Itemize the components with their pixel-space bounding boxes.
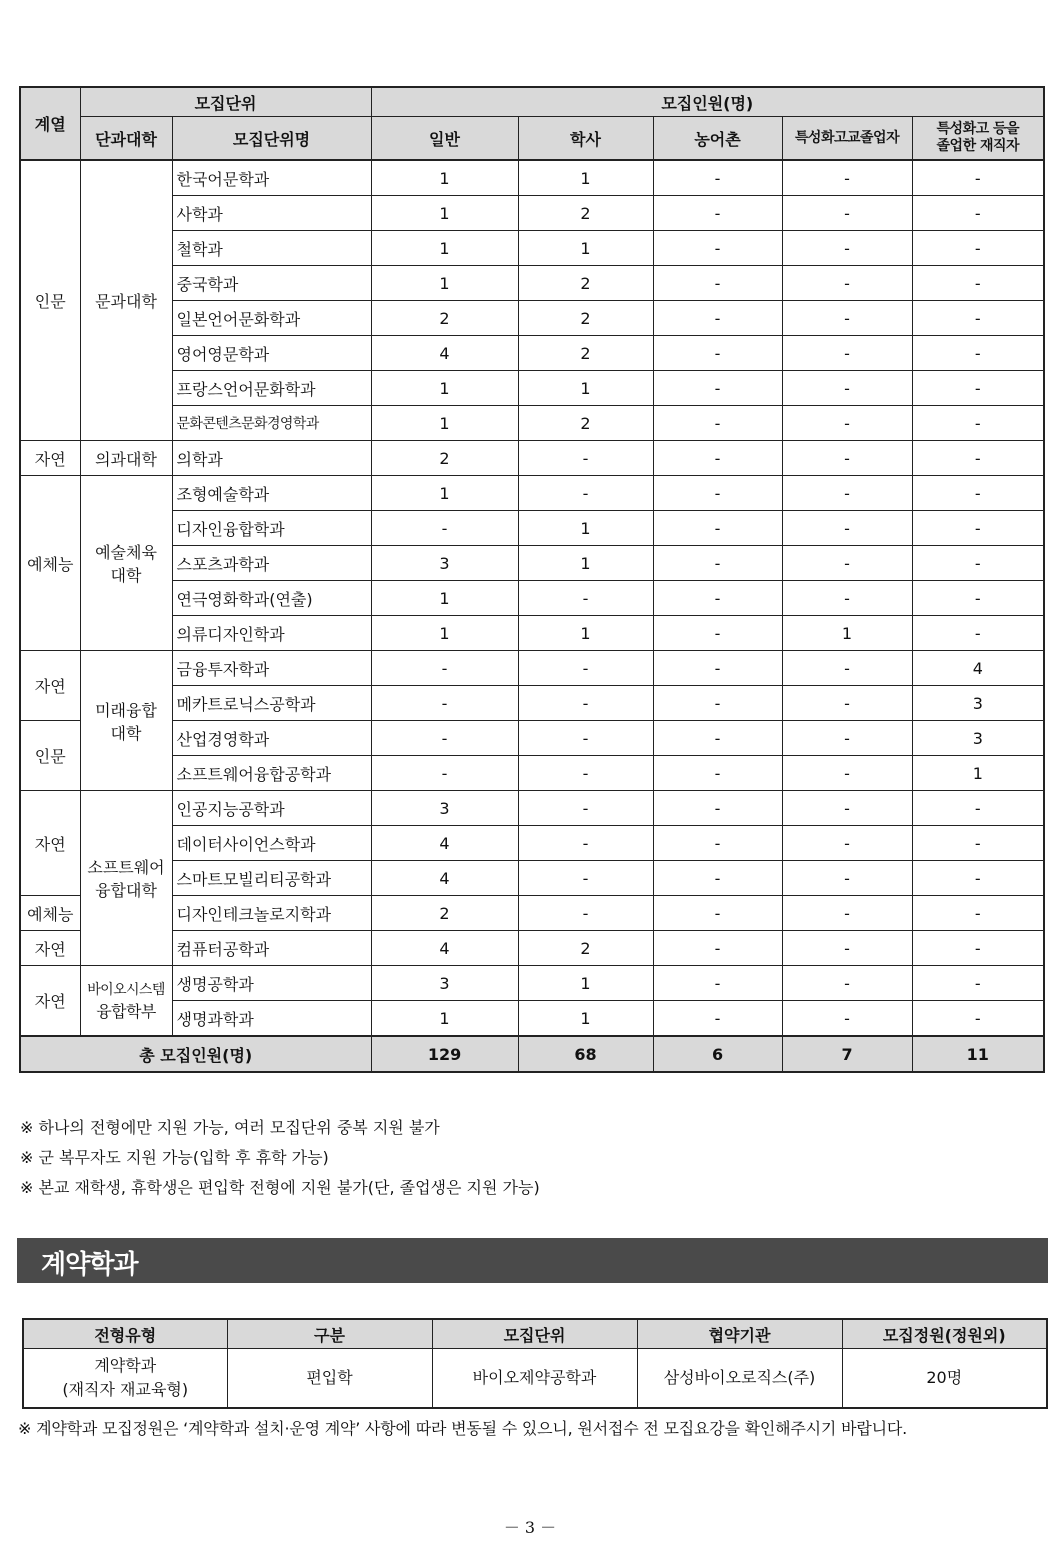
dept-cell: 데이터사이언스학과 <box>172 826 371 861</box>
category-cell: 인문 <box>20 721 80 791</box>
specialized-cell: - <box>782 476 912 511</box>
workers-cell: - <box>912 266 1044 301</box>
dept-cell: 의류디자인학과 <box>172 616 371 651</box>
general-cell: 3 <box>371 546 518 581</box>
general-cell: 2 <box>371 301 518 336</box>
bachelor-cell: 2 <box>518 196 653 231</box>
table-row <box>20 721 1044 756</box>
rural-cell: - <box>653 1001 782 1037</box>
rural-cell: - <box>653 301 782 336</box>
workers-cell: - <box>912 896 1044 931</box>
table-row <box>20 896 1044 931</box>
general-cell: 4 <box>371 826 518 861</box>
table-row <box>20 686 1044 721</box>
contract-header-unit: 모집단위 <box>432 1319 637 1349</box>
bachelor-cell: 1 <box>518 160 653 196</box>
rural-cell: - <box>653 371 782 406</box>
category-cell: 자연 <box>20 791 80 896</box>
bachelor-cell: - <box>518 721 653 756</box>
header-dept-name: 모집단위명 <box>172 117 371 161</box>
dept-cell: 연극영화학과(연출) <box>172 581 371 616</box>
page-number: － 3 － <box>503 1518 557 1537</box>
general-cell: 2 <box>371 441 518 476</box>
general-cell: 4 <box>371 931 518 966</box>
header-rural: 농어촌 <box>653 117 782 161</box>
general-cell: - <box>371 756 518 791</box>
table-row <box>20 651 1044 686</box>
workers-cell: - <box>912 511 1044 546</box>
workers-cell: - <box>912 476 1044 511</box>
bachelor-cell: 1 <box>518 371 653 406</box>
specialized-cell: - <box>782 721 912 756</box>
rural-cell: - <box>653 511 782 546</box>
contract-header-quota: 모집정원(정원외) <box>842 1319 1047 1349</box>
bachelor-cell: 2 <box>518 301 653 336</box>
total-specialized: 7 <box>782 1036 912 1072</box>
header-college: 단과대학 <box>80 117 172 161</box>
general-cell: 3 <box>371 966 518 1001</box>
header-quota-group: 모집인원(명) <box>371 87 1044 117</box>
dept-cell: 프랑스언어문화학과 <box>172 371 371 406</box>
bachelor-cell: - <box>518 826 653 861</box>
workers-cell: - <box>912 1001 1044 1037</box>
specialized-cell: - <box>782 756 912 791</box>
workers-cell: - <box>912 581 1044 616</box>
workers-cell: - <box>912 371 1044 406</box>
rural-cell: - <box>653 231 782 266</box>
general-cell: 1 <box>371 371 518 406</box>
bachelor-cell: 1 <box>518 511 653 546</box>
workers-cell: - <box>912 196 1044 231</box>
table-row <box>20 406 1044 441</box>
rural-cell: - <box>653 826 782 861</box>
header-specialized-workers-line1: 특성화고 등을 <box>936 121 1020 137</box>
table-row <box>23 1349 1047 1409</box>
college-cell <box>80 476 172 651</box>
dept-cell: 인공지능공학과 <box>172 791 371 826</box>
general-cell: 1 <box>371 476 518 511</box>
bachelor-cell: 1 <box>518 966 653 1001</box>
dept-cell: 스포츠과학과 <box>172 546 371 581</box>
general-cell: 3 <box>371 791 518 826</box>
specialized-cell: - <box>782 336 912 371</box>
specialized-cell: - <box>782 160 912 196</box>
dept-cell: 컴퓨터공학과 <box>172 931 371 966</box>
dept-cell: 문화콘텐츠문화경영학과 <box>172 406 371 441</box>
specialized-cell: - <box>782 441 912 476</box>
rural-cell: - <box>653 616 782 651</box>
workers-cell: - <box>912 931 1044 966</box>
dept-cell: 메카트로닉스공학과 <box>172 686 371 721</box>
college-cell: 의과대학 <box>80 441 172 476</box>
contract-unit-cell: 바이오제약공학과 <box>432 1349 637 1409</box>
general-cell: 1 <box>371 616 518 651</box>
table-row <box>20 616 1044 651</box>
bachelor-cell: - <box>518 581 653 616</box>
specialized-cell: - <box>782 371 912 406</box>
contract-note: ※ 계약학과 모집정원은 ‘계약학과 설치·운영 계약’ 사항에 따라 변동될 수 있으니, 원서접수 전 모집요강을 확인해주시기 바랍니다. <box>18 1419 907 1438</box>
dept-cell: 디자인융합학과 <box>172 511 371 546</box>
bachelor-cell: 2 <box>518 336 653 371</box>
note-item: ※ 군 복무자도 지원 가능(입학 후 휴학 가능) <box>20 1148 329 1167</box>
bachelor-cell: 1 <box>518 546 653 581</box>
workers-cell: - <box>912 546 1044 581</box>
specialized-cell: 1 <box>782 616 912 651</box>
header-specialized-workers-line2: 졸업한 재직자 <box>936 138 1020 154</box>
general-cell: 1 <box>371 1001 518 1037</box>
bachelor-cell: - <box>518 441 653 476</box>
specialized-cell: - <box>782 651 912 686</box>
rural-cell: - <box>653 476 782 511</box>
table-row <box>20 336 1044 371</box>
bachelor-cell: 1 <box>518 231 653 266</box>
header-specialized-workers <box>912 117 1044 161</box>
category-cell: 인문 <box>20 160 80 441</box>
college-line1: 예술체육 <box>95 543 157 562</box>
workers-cell: - <box>912 301 1044 336</box>
dept-cell: 소프트웨어융합공학과 <box>172 756 371 791</box>
total-rural: 6 <box>653 1036 782 1072</box>
general-cell: 1 <box>371 160 518 196</box>
bachelor-cell: - <box>518 756 653 791</box>
table-row <box>20 826 1044 861</box>
bachelor-cell: 1 <box>518 616 653 651</box>
section-title: 계약학과 <box>41 1250 138 1280</box>
general-cell: 2 <box>371 896 518 931</box>
rural-cell: - <box>653 721 782 756</box>
workers-cell: - <box>912 826 1044 861</box>
table-row <box>20 476 1044 511</box>
general-cell: - <box>371 511 518 546</box>
dept-cell: 금융투자학과 <box>172 651 371 686</box>
contract-type-line2: (재직자 재교육형) <box>62 1380 189 1399</box>
table-row <box>20 546 1044 581</box>
general-cell: 1 <box>371 196 518 231</box>
specialized-cell: - <box>782 686 912 721</box>
total-label: 총 모집인원(명) <box>20 1036 371 1072</box>
dept-cell: 한국어문학과 <box>172 160 371 196</box>
college-line2: 대학 <box>110 566 142 585</box>
bachelor-cell: - <box>518 896 653 931</box>
college-line1: 미래융합 <box>95 700 157 720</box>
table-row <box>20 511 1044 546</box>
header-category: 계열 <box>20 87 80 160</box>
total-general: 129 <box>371 1036 518 1072</box>
workers-cell: - <box>912 231 1044 266</box>
specialized-cell: - <box>782 826 912 861</box>
bachelor-cell: 2 <box>518 266 653 301</box>
specialized-cell: - <box>782 511 912 546</box>
contract-quota-cell: 20명 <box>842 1349 1047 1409</box>
rural-cell: - <box>653 266 782 301</box>
bachelor-cell: - <box>518 651 653 686</box>
rural-cell: - <box>653 686 782 721</box>
college-cell: 문과대학 <box>80 160 172 441</box>
bachelor-cell: 1 <box>518 1001 653 1037</box>
dept-cell: 일본언어문화학과 <box>172 301 371 336</box>
table-row <box>20 441 1044 476</box>
table-row <box>20 966 1044 1001</box>
table-row <box>20 371 1044 406</box>
workers-cell: 3 <box>912 686 1044 721</box>
total-row <box>20 1036 1044 1072</box>
general-cell: 4 <box>371 861 518 896</box>
rural-cell: - <box>653 756 782 791</box>
general-cell: 4 <box>371 336 518 371</box>
college-line2: 융합대학 <box>95 881 157 900</box>
table-row <box>20 861 1044 896</box>
specialized-cell: - <box>782 1001 912 1037</box>
college-line1: 소프트웨어 <box>87 858 165 877</box>
workers-cell: - <box>912 791 1044 826</box>
college-cell <box>80 651 172 791</box>
dept-cell: 스마트모빌리티공학과 <box>172 861 371 896</box>
general-cell: - <box>371 651 518 686</box>
table-row <box>20 196 1044 231</box>
contract-partner-cell: 삼성바이오로직스(주) <box>637 1349 842 1409</box>
specialized-cell: - <box>782 406 912 441</box>
general-cell: - <box>371 686 518 721</box>
bachelor-cell: 2 <box>518 406 653 441</box>
total-workers: 11 <box>912 1036 1044 1072</box>
specialized-cell: - <box>782 931 912 966</box>
college-cell <box>80 791 172 966</box>
general-cell: 1 <box>371 231 518 266</box>
rural-cell: - <box>653 861 782 896</box>
contract-header-partner: 협약기관 <box>637 1319 842 1349</box>
college-line2: 대학 <box>110 723 142 743</box>
category-cell: 자연 <box>20 931 80 966</box>
notes-list <box>20 1113 540 1203</box>
dept-cell: 중국학과 <box>172 266 371 301</box>
recruitment-quota-table <box>19 86 1045 1073</box>
specialized-cell: - <box>782 231 912 266</box>
section-header <box>17 1238 1048 1283</box>
rural-cell: - <box>653 336 782 371</box>
table-row <box>20 756 1044 791</box>
workers-cell: 1 <box>912 756 1044 791</box>
note-item: ※ 본교 재학생, 휴학생은 편입학 전형에 지원 불가(단, 졸업생은 지원 가능) <box>20 1178 540 1197</box>
dept-cell: 사학과 <box>172 196 371 231</box>
note-item: ※ 하나의 전형에만 지원 가능, 여러 모집단위 중복 지원 불가 <box>20 1118 440 1137</box>
workers-cell: - <box>912 406 1044 441</box>
dept-cell: 디자인테크놀로지학과 <box>172 896 371 931</box>
table-row <box>20 301 1044 336</box>
bachelor-cell: - <box>518 686 653 721</box>
specialized-cell: - <box>782 546 912 581</box>
rural-cell: - <box>653 896 782 931</box>
dept-cell: 영어영문학과 <box>172 336 371 371</box>
category-cell: 예체능 <box>20 896 80 931</box>
specialized-cell: - <box>782 301 912 336</box>
table-row <box>20 1001 1044 1037</box>
table-row <box>20 160 1044 196</box>
workers-cell: - <box>912 441 1044 476</box>
specialized-cell: - <box>782 896 912 931</box>
contract-type-line1: 계약학과 <box>94 1356 157 1375</box>
specialized-cell: - <box>782 581 912 616</box>
general-cell: 1 <box>371 581 518 616</box>
dept-cell: 산업경영학과 <box>172 721 371 756</box>
rural-cell: - <box>653 196 782 231</box>
workers-cell: - <box>912 336 1044 371</box>
header-specialized: 특성화고교졸업자 <box>782 117 912 161</box>
college-cell <box>80 966 172 1037</box>
rural-cell: - <box>653 546 782 581</box>
workers-cell: - <box>912 616 1044 651</box>
bachelor-cell: - <box>518 791 653 826</box>
rural-cell: - <box>653 966 782 1001</box>
category-cell: 자연 <box>20 966 80 1037</box>
contract-header-division: 구분 <box>227 1319 432 1349</box>
category-cell: 자연 <box>20 441 80 476</box>
category-cell: 자연 <box>20 651 80 721</box>
general-cell: - <box>371 721 518 756</box>
rural-cell: - <box>653 406 782 441</box>
rural-cell: - <box>653 441 782 476</box>
dept-cell: 생명과학과 <box>172 1001 371 1037</box>
general-cell: 1 <box>371 266 518 301</box>
workers-cell: - <box>912 966 1044 1001</box>
contract-division-cell: 편입학 <box>227 1349 432 1409</box>
table-row <box>20 791 1044 826</box>
specialized-cell: - <box>782 966 912 1001</box>
college-line1: 바이오시스템 <box>87 982 165 998</box>
rural-cell: - <box>653 931 782 966</box>
rural-cell: - <box>653 651 782 686</box>
specialized-cell: - <box>782 266 912 301</box>
contract-program-table <box>22 1318 1048 1409</box>
workers-cell: 3 <box>912 721 1044 756</box>
bachelor-cell: - <box>518 861 653 896</box>
dept-cell: 생명공학과 <box>172 966 371 1001</box>
rural-cell: - <box>653 581 782 616</box>
total-bachelor: 68 <box>518 1036 653 1072</box>
specialized-cell: - <box>782 791 912 826</box>
workers-cell: - <box>912 160 1044 196</box>
header-general: 일반 <box>371 117 518 161</box>
bachelor-cell: - <box>518 476 653 511</box>
specialized-cell: - <box>782 861 912 896</box>
bachelor-cell: 2 <box>518 931 653 966</box>
dept-cell: 조형예술학과 <box>172 476 371 511</box>
table-row <box>20 231 1044 266</box>
college-line2: 융합학부 <box>96 1002 156 1021</box>
general-cell: 1 <box>371 406 518 441</box>
table-row <box>20 266 1044 301</box>
header-bachelor: 학사 <box>518 117 653 161</box>
workers-cell: 4 <box>912 651 1044 686</box>
rural-cell: - <box>653 160 782 196</box>
table-row <box>20 581 1044 616</box>
header-unit-group: 모집단위 <box>80 87 371 117</box>
table-row <box>20 931 1044 966</box>
dept-cell: 철학과 <box>172 231 371 266</box>
rural-cell: - <box>653 791 782 826</box>
dept-cell: 의학과 <box>172 441 371 476</box>
contract-header-type: 전형유형 <box>23 1319 227 1349</box>
specialized-cell: - <box>782 196 912 231</box>
contract-type-cell <box>23 1349 227 1409</box>
workers-cell: - <box>912 861 1044 896</box>
category-cell: 예체능 <box>20 476 80 651</box>
